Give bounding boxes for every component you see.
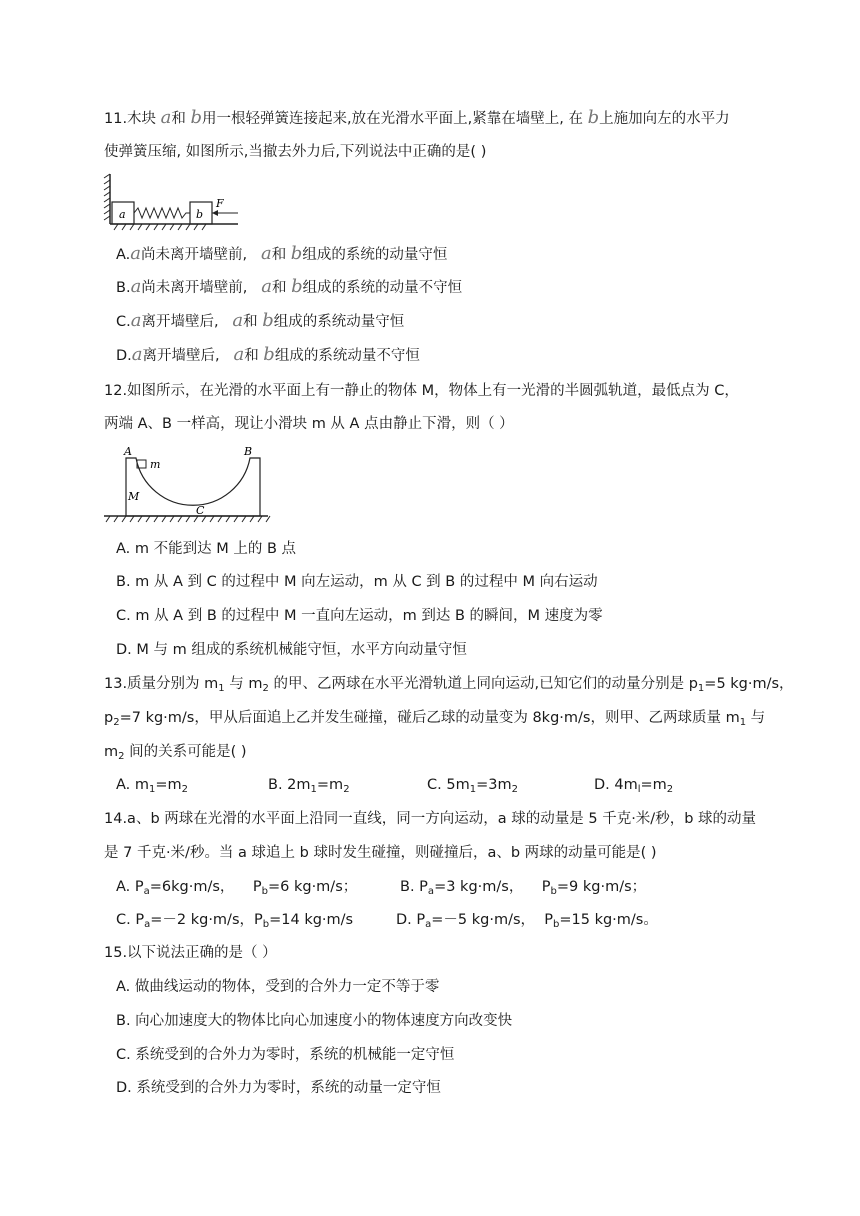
fig-label-B: B <box>244 445 253 458</box>
q12-option-c: C. m 从 A 到 B 的过程中 M 一直向左运动，m 到达 B 的瞬间，M 速度为零 <box>116 608 603 624</box>
q15-option-b: B. 向心加速度大的物体比向心加速度小的物体速度方向改变快 <box>116 1013 513 1029</box>
q11-option-c: C.a离开墙壁后, a和 b组成的系统动量守恒 <box>116 310 405 331</box>
fig-label-m: m <box>150 458 161 471</box>
q14-option-b: B. $P_a=3$ kg·m/s， $P_b=9$ kg·m/s； <box>400 879 647 897</box>
fig-label-F: F <box>216 197 224 210</box>
q14-option-a: A. $P_a=6kg\cdot m/s$， $P_b=6$ kg·m/s； <box>116 879 358 897</box>
fig-label-b: b <box>196 208 204 221</box>
q12-line1: 12.如图所示，在光滑的水平面上有一静止的物体 M，物体上有一光滑的半圆弧轨道，最低点为 C， <box>104 383 739 399</box>
var-a: a <box>160 107 172 128</box>
q12-option-a: A. m 不能到达 M 上的 B 点 <box>116 541 297 557</box>
q15-option-a: A. 做曲线运动的物体，受到的合外力一定不等于零 <box>116 979 440 995</box>
q13-option-c: C. $5m_1=3m_2$ <box>427 777 518 795</box>
fig-label-a: a <box>119 208 126 221</box>
q12-option-d: D. M 与 m 组成的系统机械能守恒，水平方向动量守恒 <box>116 642 467 658</box>
fig-label-A: A <box>124 445 132 458</box>
q15-option-c: C. 系统受到的合外力为零时，系统的机械能一定守恒 <box>116 1047 455 1063</box>
q12-option-b: B. m 从 A 到 C 的过程中 M 向左运动，m 从 C 到 B 的过程中 M 向右运动 <box>116 574 598 590</box>
q12-figure <box>102 444 272 528</box>
var-b: b <box>190 107 203 128</box>
q11-option-b: B.a尚未离开墙壁前, a和 b组成的系统的动量不守恒 <box>116 276 463 297</box>
q14-option-c: C. $P_a=-2$ kg·m/s，$P_b=14$ kg·m/s <box>116 912 354 930</box>
q13-line3: $m_2$ 间的关系可能是( ) <box>104 744 247 762</box>
q12-line2: 两端 A、B 一样高，现让小滑块 m 从 A 点由静止下滑，则（ ） <box>104 416 514 432</box>
q13-option-a: A. $m_1=m_2$ <box>116 777 189 795</box>
q11-line1: 11.木块 a和 b用一根轻弹簧连接起来,放在光滑水平面上,紧靠在墙壁上, 在 b上施加向左的水平力 <box>104 107 730 128</box>
q14-line1: 14.a、b 两球在光滑的水平面上沿同一直线，同一方向运动，a 球的动量是 5 千克·米/秒，b 球的动量 <box>104 811 757 827</box>
q15-line1: 15.以下说法正确的是（ ） <box>104 945 277 961</box>
q11-option-d: D.a离开墙壁后, a和 b组成的系统动量不守恒 <box>116 344 420 365</box>
fig-label-M: M <box>128 490 140 503</box>
q11-line2: 使弹簧压缩, 如图所示,当撤去外力后,下列说法中正确的是( ) <box>104 144 487 160</box>
q13-option-d: D. $4m_l=m_2$ <box>594 777 674 795</box>
q13-line1: 13.质量分别为 $m_1$ 与 $m_2$ 的甲、乙两球在水平光滑轨道上同向运动,已知它们的动量分别是 $p_1=5$ kg·m/s， <box>104 676 794 694</box>
q13-line2: $p_2=7$ kg·m/s，甲从后面追上乙并发生碰撞，碰后乙球的动量变为 8kg·m/s，则甲、乙两球质量 $m_1$ 与 <box>104 710 766 728</box>
q14-option-d: D. $P_a=-5$ kg·m/s， $P_b=15$ kg·m/s。 <box>396 912 658 930</box>
q15-option-d: D. 系统受到的合外力为零时，系统的动量一定守恒 <box>116 1080 441 1096</box>
var-b: b <box>587 107 600 128</box>
q13-option-b: B. $2m_1=m_2$ <box>268 777 350 795</box>
q11-figure <box>102 170 242 232</box>
q14-line2: 是 7 千克·米/秒。当 a 球追上 b 球时发生碰撞，则碰撞后，a、b 两球的动量可能是( ) <box>104 845 657 861</box>
fig-label-C: C <box>196 504 205 517</box>
q11-option-a: A.a尚未离开墙壁前, a和 b组成的系统的动量守恒 <box>116 243 448 264</box>
